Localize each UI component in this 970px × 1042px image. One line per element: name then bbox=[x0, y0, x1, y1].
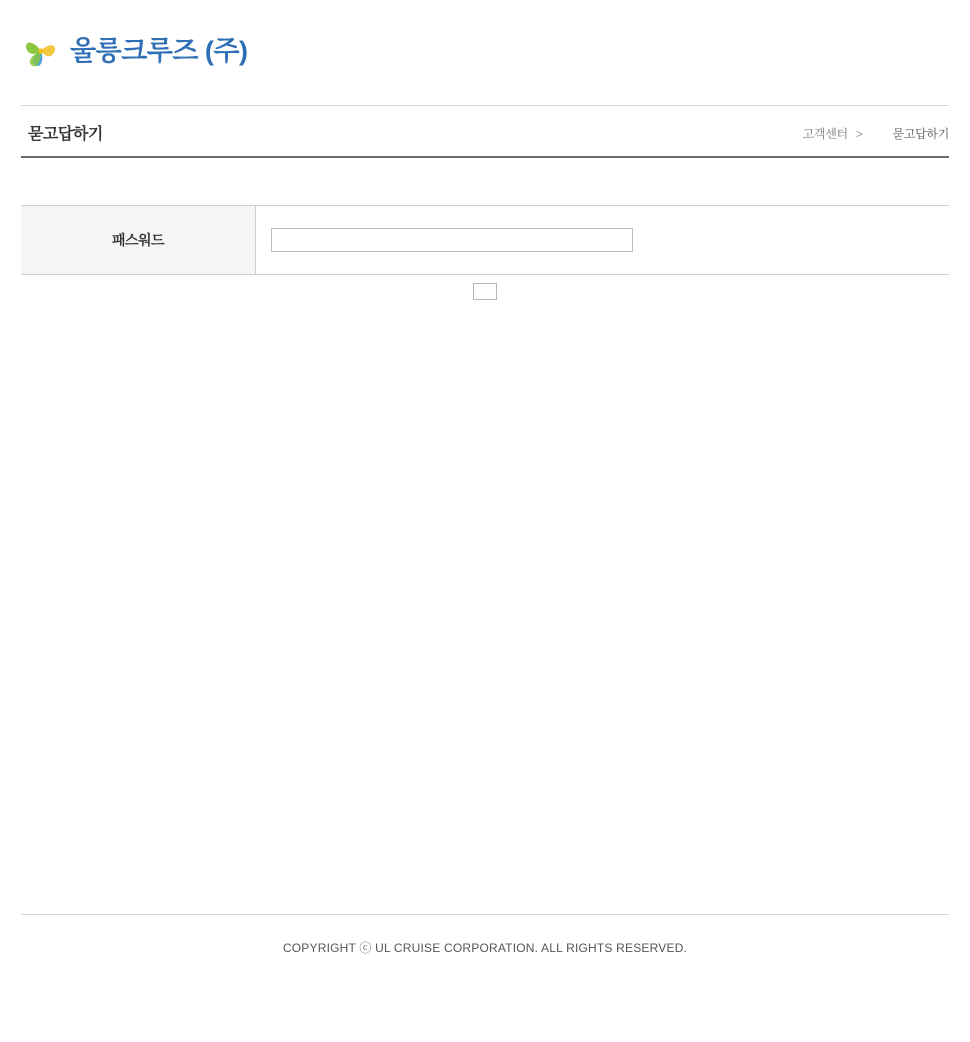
breadcrumb-separator: > bbox=[855, 126, 863, 141]
site-logo-link[interactable] bbox=[21, 30, 247, 72]
pinwheel-flower-icon bbox=[21, 30, 61, 72]
submit-button[interactable] bbox=[473, 283, 497, 300]
subnav-bar bbox=[21, 105, 949, 158]
site-logo-text: 울릉크루즈 (주) bbox=[70, 35, 248, 66]
password-input[interactable] bbox=[271, 228, 633, 252]
table-row bbox=[21, 206, 949, 275]
breadcrumb-current: 묻고답하기 bbox=[892, 127, 949, 141]
main-content bbox=[21, 205, 949, 304]
breadcrumb-parent[interactable]: 고객센터 bbox=[802, 127, 848, 141]
site-header bbox=[0, 0, 970, 105]
submit-button-row bbox=[21, 283, 949, 304]
site-footer bbox=[21, 914, 949, 956]
page-title: 묻고답하기 bbox=[28, 126, 103, 143]
breadcrumb bbox=[803, 125, 949, 142]
password-label: 패스워드 bbox=[21, 206, 256, 275]
password-form-table bbox=[21, 205, 949, 275]
copyright-text: COPYRIGHT ⓒ UL CRUISE CORPORATION. ALL RIGHTS RESERVED. bbox=[282, 941, 688, 955]
password-field-cell bbox=[256, 206, 950, 275]
